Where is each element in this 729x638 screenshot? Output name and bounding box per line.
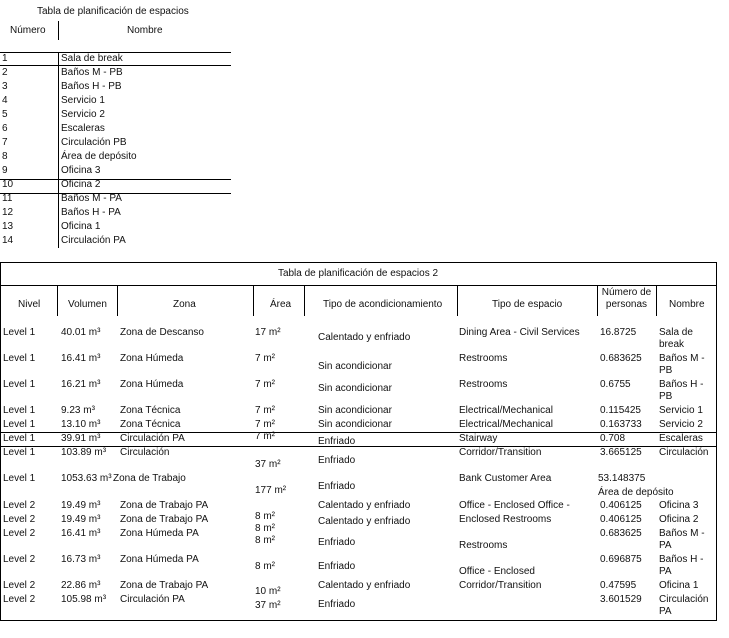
table-title[interactable]: Tabla de planificación de espacios 2 xyxy=(277,268,439,279)
tipo-espacio-cell[interactable]: Restrooms xyxy=(459,540,508,551)
nivel-cell[interactable]: Level 2 xyxy=(3,594,36,605)
numero-cell[interactable]: 13 xyxy=(2,221,14,232)
area-cell[interactable]: 17 m² xyxy=(255,327,281,338)
nombre-cell[interactable]: Oficina 2 xyxy=(61,179,101,190)
nombre-cell[interactable]: Circulación xyxy=(659,447,709,458)
nombre-cell[interactable]: Área de depósito xyxy=(61,151,137,162)
nivel-cell[interactable]: Level 1 xyxy=(3,419,36,430)
numero-cell[interactable]: 4 xyxy=(2,95,8,106)
volumen-cell[interactable]: 16.21 m³ xyxy=(61,379,101,390)
table-row[interactable] xyxy=(0,528,716,554)
nivel-cell[interactable]: Level 1 xyxy=(3,405,36,416)
table-row[interactable] xyxy=(0,165,231,179)
nombre-cell[interactable]: Baños M - PB xyxy=(61,67,123,78)
column-divider xyxy=(57,285,58,316)
acondicionamiento-cell[interactable]: Enfriado xyxy=(318,561,356,572)
tipo-espacio-cell[interactable]: Bank Customer Area xyxy=(459,473,552,484)
numero-cell[interactable]: 9 xyxy=(2,165,8,176)
nombre-cell[interactable]: Circulación PA xyxy=(61,235,126,246)
nivel-cell[interactable]: Level 2 xyxy=(3,554,36,565)
table-row[interactable] xyxy=(0,419,716,433)
nombre-cell[interactable]: Servicio 1 xyxy=(659,405,703,416)
volumen-cell[interactable]: 13.10 m³ xyxy=(61,419,101,430)
table-row[interactable] xyxy=(0,327,716,353)
acondicionamiento-cell[interactable]: Calentado y enfriado xyxy=(318,500,411,511)
numero-cell[interactable]: 5 xyxy=(2,109,8,120)
nivel-cell[interactable]: Level 2 xyxy=(3,514,36,525)
personas-cell[interactable]: 0.406125 xyxy=(600,514,642,525)
table-row[interactable] xyxy=(0,221,231,235)
zona-cell[interactable]: Zona de Trabajo PA xyxy=(120,500,209,511)
personas-cell[interactable]: 0.696875 xyxy=(600,554,642,565)
nombre-cell[interactable]: Escaleras xyxy=(61,123,105,134)
zona-cell[interactable]: Circulación PA xyxy=(120,594,185,605)
nombre-cell[interactable]: Baños H - PA xyxy=(659,554,704,577)
volumen-cell[interactable]: 39.91 m³ xyxy=(61,433,101,444)
personas-cell[interactable]: 0.683625 xyxy=(600,353,642,364)
nombre-cell[interactable]: Servicio 1 xyxy=(61,95,105,106)
volumen-cell[interactable]: 22.86 m³ xyxy=(61,580,101,591)
volumen-cell[interactable]: 16.41 m³ xyxy=(61,528,101,539)
personas-cell[interactable]: 0.683625 xyxy=(600,528,642,539)
acondicionamiento-cell[interactable]: Sin acondicionar xyxy=(318,383,392,394)
nivel-cell[interactable]: Level 2 xyxy=(3,528,36,539)
area-cell[interactable]: 8 m² xyxy=(255,535,275,546)
tipo-espacio-cell[interactable]: Office - Enclosed Office - xyxy=(459,500,570,511)
tipo-espacio-cell[interactable]: Stairway xyxy=(459,433,498,444)
nombre-cell[interactable]: Área de depósito xyxy=(598,487,674,498)
area-cell[interactable]: 7 m² xyxy=(255,379,275,390)
table-row[interactable] xyxy=(0,67,231,81)
nombre-cell[interactable]: Baños M - PB xyxy=(659,353,705,376)
area-cell[interactable]: 7 m² xyxy=(255,353,275,364)
nivel-cell[interactable]: Level 1 xyxy=(3,447,36,458)
nombre-cell[interactable]: Circulación PB xyxy=(61,137,127,148)
table-row[interactable] xyxy=(0,193,231,207)
volumen-cell[interactable]: 16.41 m³ xyxy=(61,353,101,364)
personas-cell[interactable]: 53.148375 xyxy=(598,473,646,484)
table-row[interactable] xyxy=(0,554,716,580)
nombre-cell[interactable]: Sala de break xyxy=(61,53,123,64)
column-header-zona[interactable]: Zona xyxy=(173,299,196,310)
personas-cell[interactable]: 0.6755 xyxy=(600,379,631,390)
volumen-cell[interactable]: 19.49 m³ xyxy=(61,514,101,525)
table-row[interactable] xyxy=(0,207,231,221)
volumen-cell[interactable]: 9.23 m³ xyxy=(61,405,95,416)
personas-cell[interactable]: 3.665125 xyxy=(600,447,642,458)
table-row[interactable] xyxy=(0,353,716,379)
table-row-selected[interactable] xyxy=(0,433,716,447)
nombre-cell[interactable]: Servicio 2 xyxy=(659,419,703,430)
zona-cell[interactable]: Zona Húmeda PA xyxy=(120,554,199,565)
tipo-espacio-cell[interactable]: Dining Area - Civil Services xyxy=(459,327,580,338)
nombre-cell[interactable]: Oficina 3 xyxy=(659,500,699,511)
table-row[interactable] xyxy=(0,81,231,95)
column-header-nivel[interactable]: Nivel xyxy=(18,299,41,310)
acondicionamiento-cell[interactable]: Calentado y enfriado xyxy=(318,516,411,527)
nombre-cell[interactable]: Baños M - PA xyxy=(61,193,122,204)
personas-cell[interactable]: 0.115425 xyxy=(600,405,641,416)
volumen-cell[interactable]: 19.49 m³ xyxy=(61,500,101,511)
table-row[interactable] xyxy=(0,235,231,249)
nombre-cell[interactable]: Baños H - PB xyxy=(659,379,704,402)
acondicionamiento-cell[interactable]: Sin acondicionar xyxy=(318,361,392,372)
nivel-cell[interactable]: Level 1 xyxy=(3,353,36,364)
table-row[interactable] xyxy=(0,580,716,597)
column-header-acondicionamiento[interactable]: Tipo de acondicionamiento xyxy=(323,299,443,310)
nombre-cell[interactable]: Escaleras xyxy=(659,433,703,444)
table-row[interactable] xyxy=(0,379,716,405)
volumen-cell[interactable]: 40.01 m³ xyxy=(61,327,101,338)
table-row[interactable] xyxy=(0,137,231,151)
table-row[interactable] xyxy=(0,405,716,419)
zona-cell[interactable]: Circulación PA xyxy=(120,433,185,444)
tipo-espacio-cell[interactable]: Enclosed Restrooms xyxy=(459,514,552,525)
nombre-cell[interactable]: Oficina 3 xyxy=(61,165,101,176)
numero-cell[interactable]: 12 xyxy=(2,207,14,218)
column-header-nombre[interactable]: Nombre xyxy=(127,25,163,36)
zona-cell[interactable]: Zona Húmeda PA xyxy=(120,528,199,539)
table-row[interactable] xyxy=(0,123,231,137)
column-divider xyxy=(457,285,458,316)
tipo-espacio-cell[interactable]: Corridor/Transition xyxy=(459,580,542,591)
nombre-cell[interactable]: Oficina 2 xyxy=(659,514,699,525)
numero-cell[interactable]: 2 xyxy=(2,67,8,78)
zona-cell[interactable]: Zona Técnica xyxy=(120,405,181,416)
column-divider xyxy=(656,285,657,316)
table-row[interactable] xyxy=(0,53,231,67)
column-header-personas[interactable]: Número de personas xyxy=(601,287,652,310)
nombre-cell[interactable]: Circulación PA xyxy=(659,594,709,617)
table-row[interactable] xyxy=(0,95,231,109)
area-cell[interactable]: 37 m² xyxy=(255,459,281,470)
row-divider xyxy=(0,285,716,286)
personas-cell[interactable]: 0.163733 xyxy=(600,419,642,430)
table-row[interactable] xyxy=(0,151,231,165)
personas-cell[interactable]: 16.8725 xyxy=(600,327,637,338)
numero-cell[interactable]: 6 xyxy=(2,123,8,134)
acondicionamiento-cell[interactable]: Enfriado xyxy=(318,537,356,548)
volumen-cell[interactable]: 1053.63 m³ xyxy=(61,473,112,484)
area-cell[interactable]: 177 m² xyxy=(255,485,287,496)
zona-cell[interactable]: Zona de Descanso xyxy=(120,327,204,338)
numero-cell[interactable]: 7 xyxy=(2,137,8,148)
nivel-cell[interactable]: Level 2 xyxy=(3,500,36,511)
personas-cell[interactable]: 0.47595 xyxy=(600,580,637,591)
tipo-espacio-cell[interactable]: Office - Enclosed xyxy=(459,566,535,577)
volumen-cell[interactable]: 105.98 m³ xyxy=(61,594,107,605)
numero-cell[interactable]: 14 xyxy=(2,235,14,246)
area-cell[interactable]: 8 m² xyxy=(255,523,275,534)
zona-cell[interactable]: Zona de Trabajo PA xyxy=(120,580,209,591)
zona-cell[interactable]: Zona de Trabajo xyxy=(113,473,186,484)
area-cell[interactable]: 37 m² xyxy=(255,600,281,611)
column-divider xyxy=(253,285,254,316)
area-cell[interactable]: 7 m² xyxy=(255,431,275,442)
acondicionamiento-cell[interactable]: Sin acondicionar xyxy=(318,405,392,416)
area-cell[interactable]: 7 m² xyxy=(255,419,275,430)
nombre-cell[interactable]: Servicio 2 xyxy=(61,109,105,120)
zona-cell[interactable]: Zona Húmeda xyxy=(120,353,184,364)
personas-cell[interactable]: 0.708 xyxy=(600,433,626,444)
area-cell[interactable]: 10 m² xyxy=(255,586,281,597)
tipo-espacio-cell[interactable]: Electrical/Mechanical xyxy=(459,419,553,430)
nivel-cell[interactable]: Level 1 xyxy=(3,433,36,444)
nombre-cell[interactable]: Oficina 1 xyxy=(61,221,101,232)
numero-cell[interactable]: 11 xyxy=(2,193,13,204)
nombre-cell[interactable]: Baños H - PA xyxy=(61,207,121,218)
nivel-cell[interactable]: Level 1 xyxy=(3,473,36,484)
column-divider xyxy=(58,21,59,40)
nivel-cell[interactable]: Level 1 xyxy=(3,379,36,390)
column-header-area[interactable]: Área xyxy=(270,299,292,310)
acondicionamiento-cell[interactable]: Calentado y enfriado xyxy=(318,332,411,343)
acondicionamiento-cell[interactable]: Calentado y enfriado xyxy=(318,580,411,591)
area-cell[interactable]: 8 m² xyxy=(255,561,275,572)
table-row[interactable] xyxy=(0,594,716,618)
nombre-cell[interactable]: Sala de break xyxy=(659,327,693,350)
column-divider xyxy=(117,285,118,316)
volumen-cell[interactable]: 103.89 m³ xyxy=(61,447,107,458)
numero-cell[interactable]: 1 xyxy=(2,53,8,64)
table-title[interactable]: Tabla de planificación de espacios xyxy=(37,6,189,17)
acondicionamiento-cell[interactable]: Enfriado xyxy=(318,436,356,447)
area-cell[interactable]: 8 m² xyxy=(255,511,275,522)
nombre-cell[interactable]: Oficina 1 xyxy=(659,580,699,591)
nivel-cell[interactable]: Level 2 xyxy=(3,580,36,591)
nombre-cell[interactable]: Baños M - PA xyxy=(659,528,705,551)
column-header-nombre[interactable]: Nombre xyxy=(669,299,705,310)
acondicionamiento-cell[interactable]: Enfriado xyxy=(318,481,356,492)
nombre-cell[interactable]: Baños H - PB xyxy=(61,81,122,92)
table-row[interactable] xyxy=(0,179,231,193)
tipo-espacio-cell[interactable]: Restrooms xyxy=(459,379,508,390)
column-header-numero[interactable]: Número xyxy=(10,25,46,36)
tipo-espacio-cell[interactable]: Corridor/Transition xyxy=(459,447,542,458)
volumen-cell[interactable]: 16.73 m³ xyxy=(61,554,101,565)
table-row[interactable] xyxy=(0,109,231,123)
table-row[interactable] xyxy=(0,447,716,473)
zona-cell[interactable]: Zona de Trabajo PA xyxy=(120,514,209,525)
numero-cell[interactable]: 3 xyxy=(2,81,8,92)
personas-cell[interactable]: 0.406125 xyxy=(600,500,642,511)
column-header-tipo-espacio[interactable]: Tipo de espacio xyxy=(492,299,563,310)
zona-cell[interactable]: Zona Húmeda xyxy=(120,379,184,390)
zona-cell[interactable]: Circulación xyxy=(120,447,170,458)
nivel-cell[interactable]: Level 1 xyxy=(3,327,36,338)
table-row[interactable] xyxy=(0,473,716,500)
acondicionamiento-cell[interactable]: Enfriado xyxy=(318,599,356,610)
personas-cell[interactable]: 3.601529 xyxy=(600,594,642,605)
column-header-volumen[interactable]: Volumen xyxy=(68,299,107,310)
tipo-espacio-cell[interactable]: Electrical/Mechanical xyxy=(459,405,553,416)
acondicionamiento-cell[interactable]: Sin acondicionar xyxy=(318,419,392,430)
tipo-espacio-cell[interactable]: Restrooms xyxy=(459,353,508,364)
area-cell[interactable]: 7 m² xyxy=(255,405,275,416)
column-divider xyxy=(304,285,305,316)
acondicionamiento-cell[interactable]: Enfriado xyxy=(318,455,356,466)
zona-cell[interactable]: Zona Técnica xyxy=(120,419,181,430)
numero-cell[interactable]: 8 xyxy=(2,151,8,162)
numero-cell[interactable]: 10 xyxy=(2,179,14,190)
